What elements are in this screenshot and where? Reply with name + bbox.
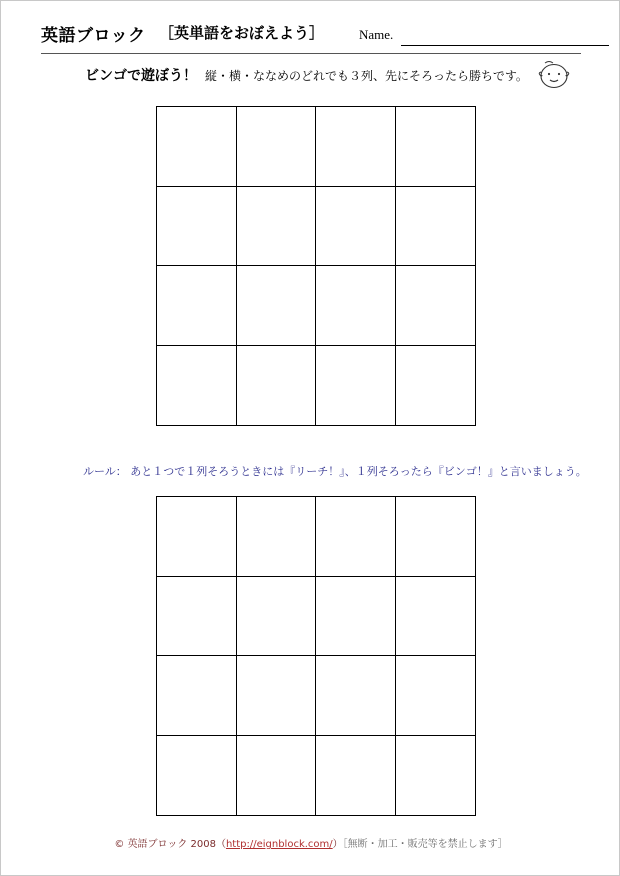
bingo-cell[interactable] bbox=[396, 497, 476, 577]
bingo-cell[interactable] bbox=[316, 187, 396, 267]
bingo-cell[interactable] bbox=[237, 656, 317, 736]
bingo-cell[interactable] bbox=[396, 266, 476, 346]
bingo-cell[interactable] bbox=[316, 266, 396, 346]
bingo-cell[interactable] bbox=[316, 656, 396, 736]
smiley-face-doodle-icon bbox=[536, 59, 572, 91]
bingo-cell[interactable] bbox=[157, 736, 237, 816]
footer-note: ［無断・加工・販売等を禁止します］ bbox=[342, 839, 508, 850]
footer-copyright: © 英語ブロック 2008（ bbox=[114, 839, 226, 850]
instruction-detail: 縦・横・ななめのどれでも３列、先にそろったら勝ちです。 bbox=[205, 69, 528, 83]
bingo-cell[interactable] bbox=[316, 346, 396, 426]
bingo-cell[interactable] bbox=[396, 107, 476, 187]
bingo-cell[interactable] bbox=[237, 346, 317, 426]
bingo-cell[interactable] bbox=[396, 346, 476, 426]
bingo-cell[interactable] bbox=[237, 266, 317, 346]
bingo-cell[interactable] bbox=[237, 107, 317, 187]
bingo-cell[interactable] bbox=[237, 577, 317, 657]
bingo-cell[interactable] bbox=[157, 187, 237, 267]
rule-text: ルール： あと１つで１列そろうときには『リーチ！』、１列そろったら『ビンゴ！』と言いましょう。 bbox=[83, 465, 587, 478]
bingo-cell[interactable] bbox=[396, 656, 476, 736]
bingo-cell[interactable] bbox=[396, 736, 476, 816]
name-write-line bbox=[401, 45, 609, 46]
bingo-cell[interactable] bbox=[237, 736, 317, 816]
bingo-cell[interactable] bbox=[316, 107, 396, 187]
bingo-cell[interactable] bbox=[157, 107, 237, 187]
bingo-cell[interactable] bbox=[157, 577, 237, 657]
footer bbox=[61, 835, 561, 850]
bingo-cell[interactable] bbox=[157, 346, 237, 426]
bingo-grid-1[interactable] bbox=[156, 106, 476, 426]
footer-suffix: ） bbox=[332, 839, 343, 850]
bingo-cell[interactable] bbox=[157, 656, 237, 736]
page-header bbox=[41, 21, 581, 55]
bingo-cell[interactable] bbox=[316, 497, 396, 577]
name-label: Name. bbox=[359, 27, 394, 42]
header-divider bbox=[41, 53, 581, 54]
bingo-cell[interactable] bbox=[396, 577, 476, 657]
bingo-cell[interactable] bbox=[157, 497, 237, 577]
bingo-cell[interactable] bbox=[237, 497, 317, 577]
page-subtitle: ［英単語をおぼえよう］ bbox=[159, 24, 325, 42]
bingo-grid-2[interactable] bbox=[156, 496, 476, 816]
bingo-cell[interactable] bbox=[157, 266, 237, 346]
page-title: 英語ブロック bbox=[41, 26, 146, 46]
bingo-cell[interactable] bbox=[396, 187, 476, 267]
footer-url[interactable]: http://eignblock.com/ bbox=[225, 839, 333, 850]
bingo-cell[interactable] bbox=[237, 187, 317, 267]
instruction-line bbox=[85, 65, 545, 87]
instruction-lead: ビンゴで遊ぼう！ bbox=[85, 68, 197, 84]
bingo-cell[interactable] bbox=[316, 577, 396, 657]
bingo-cell[interactable] bbox=[316, 736, 396, 816]
